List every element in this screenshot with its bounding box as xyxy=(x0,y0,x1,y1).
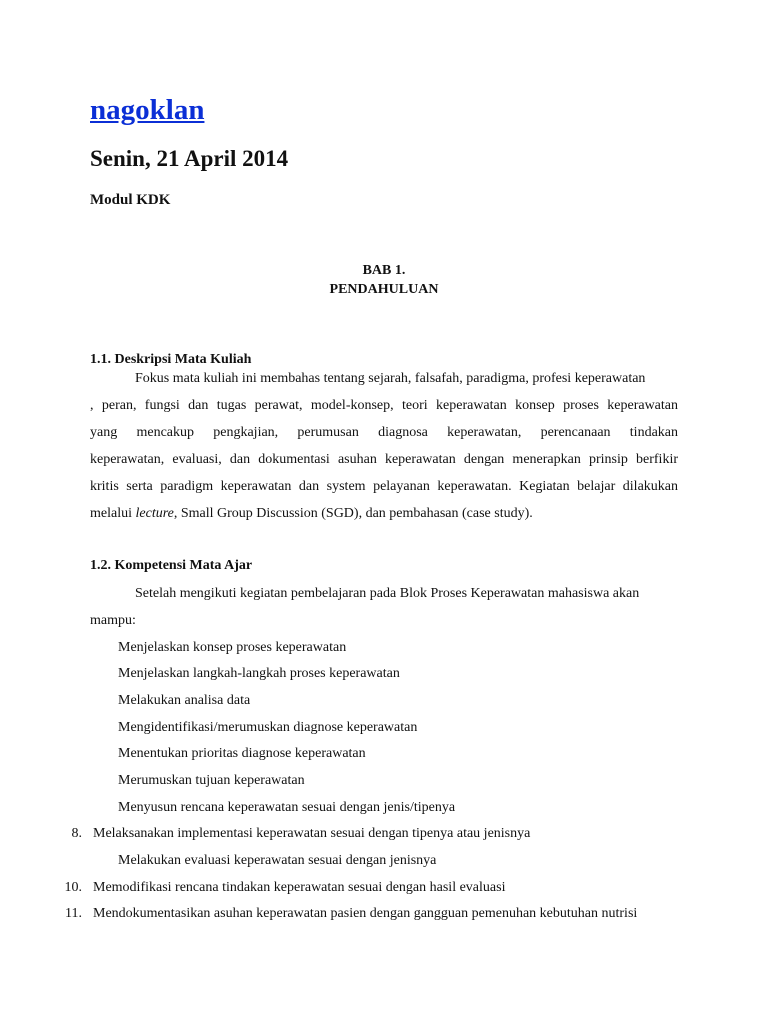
list-item: Mengidentifikasi/merumuskan diagnose keperawatan xyxy=(118,720,418,735)
list-item-number: 11. xyxy=(65,906,82,921)
list-item: Menyusun rencana keperawatan sesuai dengan jenis/tipenya xyxy=(118,800,456,815)
section-2-heading: 1.2. Kompetensi Mata Ajar xyxy=(90,558,253,573)
list-item: Mendokumentasikan asuhan keperawatan pasien dengan gangguan pemenuhan kebutuhan nutrisi xyxy=(93,906,638,921)
section-1-line: Fokus mata kuliah ini membahas tentang sejarah, falsafah, paradigma, profesi keperawatan xyxy=(135,371,646,386)
chapter-name: PENDAHULUAN xyxy=(329,282,439,297)
chapter-number: BAB 1. xyxy=(362,263,406,278)
list-item-number: 10. xyxy=(64,880,82,895)
section-1-last-line xyxy=(90,506,533,522)
list-item: Menjelaskan langkah-langkah proses keperawatan xyxy=(118,666,400,681)
section-2-intro-end: mampu: xyxy=(90,613,136,628)
section-1-line: , peran, fungsi dan tugas perawat, model-konsep, teori keperawatan konsep proses keperawatan xyxy=(90,398,678,413)
post-title: Modul KDK xyxy=(90,192,171,208)
list-item: Melakukan evaluasi keperawatan sesuai dengan jenisnya xyxy=(118,853,437,868)
list-item: Memodifikasi rencana tindakan keperawatan sesuai dengan hasil evaluasi xyxy=(93,880,506,895)
section-1-heading: 1.1. Deskripsi Mata Kuliah xyxy=(90,352,252,367)
lecture-italic: lecture xyxy=(135,506,174,521)
section-1-line: keperawatan, evaluasi, dan dokumentasi asuhan keperawatan dengan menerapkan prinsip berfikir xyxy=(90,452,678,467)
last-line-suffix: , Small Group Discussion (SGD), dan pembahasan (case study). xyxy=(173,506,533,521)
list-item: Menjelaskan konsep proses keperawatan xyxy=(118,640,347,655)
section-1-line: yang mencakup pengkajian, perumusan diagnosa keperawatan, perencanaan tindakan xyxy=(90,425,678,440)
list-item-number: 8. xyxy=(71,826,82,841)
list-item: Merumuskan tujuan keperawatan xyxy=(118,773,305,788)
blog-title-link[interactable]: nagoklan xyxy=(90,94,205,126)
list-item: Menentukan prioritas diagnose keperawatan xyxy=(118,746,366,761)
list-item: Melakukan analisa data xyxy=(118,693,251,708)
section-2-intro: Setelah mengikuti kegiatan pembelajaran pada Blok Proses Keperawatan mahasiswa akan xyxy=(135,586,640,601)
list-item: Melaksanakan implementasi keperawatan sesuai dengan tipenya atau jenisnya xyxy=(93,826,531,841)
last-line-prefix: melalui xyxy=(90,506,136,521)
post-date: Senin, 21 April 2014 xyxy=(90,146,289,171)
section-1-line: kritis serta paradigm keperawatan dan system pelayanan keperawatan. Kegiatan belajar dilakukan xyxy=(90,479,678,494)
